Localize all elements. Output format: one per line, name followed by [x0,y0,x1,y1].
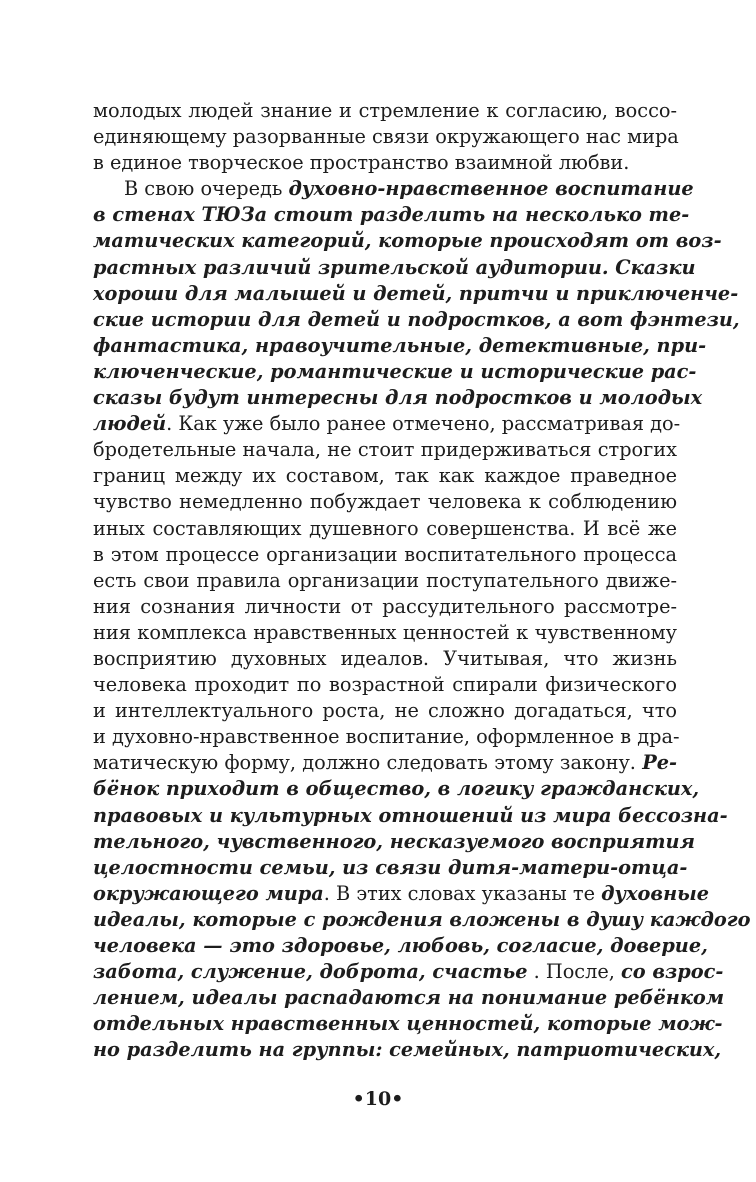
text-span: в этом процессе организации воспитательного процесса [93,542,677,566]
text-line [93,150,677,176]
text-line [93,594,677,620]
emphasized-text: человека — это здоровье, любовь, согласие, доверие, [93,934,708,957]
emphasized-text: Ре- [642,751,677,775]
emphasized-text: растных различий зрительской аудитории. Сказки [93,255,696,279]
emphasized-text: но разделить на группы: семейных, патриотических, [93,1038,722,1062]
text-line [93,855,688,881]
text-line [93,489,677,515]
text-line [93,959,724,985]
emphasized-text: забота, служение, доброта, счастье [93,960,528,984]
text-span: ния комплекса нравственных ценностей к чувственному [93,620,677,644]
text-line [93,907,751,933]
text-span: чувство немедленно побуждает человека к соблюдению [93,490,677,514]
text-line [93,933,708,959]
emphasized-text: ключенческие, романтические и исторические рас- [93,359,697,383]
text-span: единяющему разорванные связи окружающего нас мира [93,125,679,149]
text-line [93,985,725,1011]
text-line [93,463,677,489]
text-line [93,829,695,855]
emphasized-text: в стенах ТЮЗа стоит разделить на несколько те- [93,203,690,227]
emphasized-text: фантастика, нравоучительные, детективные, при- [93,333,707,357]
text-span: иных составляющих душевного совершенства. И всё же [93,516,677,540]
text-line [93,385,703,411]
text-line [93,359,697,385]
text-line [93,516,677,542]
text-line [93,255,696,281]
text-span: матическую форму, должно следовать этому закону. [93,751,643,775]
emphasized-text: целостности семьи, из связи дитя-матери-отца- [93,855,688,879]
text-line [93,672,677,698]
text-span: В свою очередь [124,177,289,201]
text-line [93,202,690,228]
text-line [93,333,707,359]
text-span: молодых людей знание и стремление к согласию, воссо- [93,99,677,122]
text-line [93,646,677,672]
page-number: •10• [352,1088,404,1110]
text-line [93,698,677,724]
text-line [93,620,677,646]
text-span: есть свои правила организации поступательного движе- [93,568,677,592]
text-span: и интеллектуального роста, не сложно догадаться, что [93,699,677,723]
emphasized-text: хороши для малышей и детей, притчи и приключенче- [93,281,739,305]
text-span: восприятию духовных идеалов. Учитывая, что жизнь [93,646,677,670]
emphasized-text: отдельных нравственных ценностей, которые мож- [93,1012,723,1036]
emphasized-text: духовно-нравственное воспитание [288,177,694,201]
emphasized-text: матических категорий, которые происходят от воз- [93,229,722,253]
text-span: ния сознания личности от рассудительного рассмотре- [93,594,677,618]
text-span: и духовно-нравственное воспитание, оформленное в дра- [93,725,680,749]
emphasized-text: лением, идеалы распадаются на понимание ребёнком [93,986,725,1010]
text-line [93,776,700,802]
text-span: . Как уже было ранее отмечено, рассматривая до- [166,412,681,436]
text-span: . В этих словах указаны те [323,881,602,905]
text-line [93,750,677,776]
text-line [93,724,680,750]
text-line [93,281,739,307]
text-line [93,411,681,437]
emphasized-text: сказы будут интересны для подростков и молодых [93,386,703,410]
emphasized-text: тельного, чувственного, несказуемого восприятия [93,829,695,853]
text-span: в единое творческое пространство взаимной любви. [93,151,630,175]
emphasized-text: бёнок приходит в общество, в логику гражданских, [93,777,700,801]
text-line [93,881,710,907]
text-line [93,228,722,254]
text-line [93,1011,723,1037]
emphasized-text: идеалы, которые с рождения вложены в душу каждого [93,907,751,931]
emphasized-text: ские истории для детей и подростков, а вот фэнтези, [93,307,740,331]
text-line [93,307,740,333]
text-line [93,542,677,568]
body-text [93,98,751,1063]
text-line [93,1037,722,1063]
emphasized-text: людей [93,412,167,436]
text-line [93,98,677,124]
emphasized-text: окружающего мира [93,881,324,905]
text-line [93,176,694,202]
text-span: человека проходит по возрастной спирали физического [93,673,677,697]
text-span: границ между их составом, так как каждое праведное [93,464,677,488]
emphasized-text: духовные [601,881,710,905]
text-line [93,437,677,463]
text-span: бродетельные начала, не стоит придерживаться строгих [93,438,677,462]
text-span: . После, [527,960,622,984]
text-line [93,124,677,150]
emphasized-text: правовых и культурных отношений из мира бессозна- [93,803,728,827]
text-line [93,803,728,829]
text-line [93,568,677,594]
emphasized-text: со взрос- [621,960,724,984]
